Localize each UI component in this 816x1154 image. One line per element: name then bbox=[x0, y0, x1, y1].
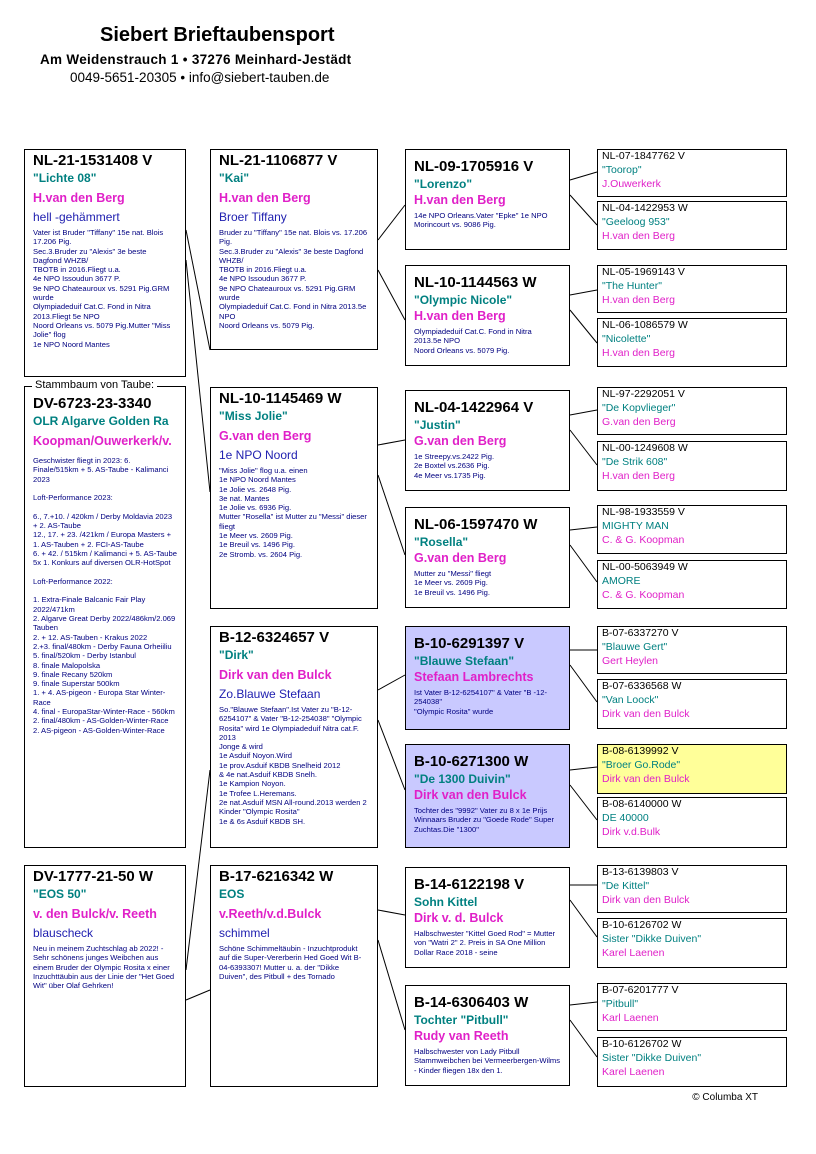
gen4-card-2 bbox=[597, 201, 787, 250]
pigeon-info: "Miss Jolie" flog u.a. einen 1e NPO Noord Mantes 1e Jolie vs. 2648 Pig. 3e nat. Mantes 1e Jolie vs. 6936 Pig. Mutter "Rosella" ist Mutter zu "Messi" dieser fliegt 1e Meer vs. 2609 Pig. 1e Breuil vs. 1496 Pig. 2e Stromb. vs. 2604 Pig. bbox=[219, 466, 367, 559]
subject-card bbox=[24, 386, 186, 848]
gen3-card-6 bbox=[405, 744, 570, 848]
gen4-card-11 bbox=[597, 744, 787, 794]
pigeon-owner: Dirk van den Bulck bbox=[602, 894, 690, 906]
pigeon-owner: J.Ouwerkerk bbox=[602, 178, 661, 190]
gen4-card-6 bbox=[597, 441, 787, 491]
pedigree-ring: B-12-6324657 V bbox=[219, 629, 330, 646]
pigeon-owner: Stefaan Lambrechts bbox=[414, 670, 534, 684]
pigeon-owner: C. & G. Koopman bbox=[602, 534, 685, 546]
subject-owner: Koopman/Ouwerkerk/v. bbox=[33, 434, 172, 448]
pigeon-owner: Karl Laenen bbox=[602, 1012, 659, 1024]
mother-color: blauscheck bbox=[33, 926, 94, 940]
gen4-card-9 bbox=[597, 626, 787, 674]
gen4-card-10 bbox=[597, 679, 787, 729]
pedigree-ring: NL-00-5063949 W bbox=[602, 561, 688, 573]
maternal-grandfather-card bbox=[210, 626, 378, 848]
gen3-card-7 bbox=[405, 867, 570, 968]
breeder-title: Siebert Brieftaubensport bbox=[100, 24, 335, 46]
pigeon-info: Tochter des "9992" Vater zu 8 x 1e Prijs Winnaars Bruder zu "Goede Rode" Super Zuchtas.Die "1300" bbox=[414, 806, 555, 834]
pigeon-name: Tochter "Pitbull" bbox=[414, 1013, 509, 1027]
gen3-card-5 bbox=[405, 626, 570, 730]
pigeon-owner: G.van den Berg bbox=[414, 434, 507, 448]
pigeon-color: Zo.Blauwe Stefaan bbox=[219, 687, 321, 701]
stammbaum-label: Stammbaum von Taube: bbox=[32, 379, 157, 391]
paternal-grandmother-card bbox=[210, 387, 378, 609]
pigeon-name: "Blauwe Gert" bbox=[602, 641, 668, 653]
mother-owner: v. den Bulck/v. Reeth bbox=[33, 907, 157, 921]
pedigree-ring: B-07-6337270 V bbox=[602, 627, 679, 639]
pigeon-name: "De 1300 Duivin" bbox=[414, 772, 511, 786]
pigeon-owner: H.van den Berg bbox=[219, 191, 311, 205]
pigeon-info: Ist Vater B-12-6254107" & Vater "B -12-254038" "Olympic Rosita" wurde bbox=[414, 688, 548, 716]
pedigree-ring: NL-00-1249608 W bbox=[602, 442, 688, 454]
pedigree-ring: B-17-6216342 W bbox=[219, 868, 334, 885]
pigeon-owner: Dirk van den Bulck bbox=[602, 708, 690, 720]
gen3-card-4 bbox=[405, 507, 570, 608]
pedigree-ring: B-10-6271300 W bbox=[414, 753, 529, 770]
pedigree-ring: NL-06-1597470 W bbox=[414, 516, 538, 533]
breeder-contact: 0049-5651-20305 • info@siebert-tauben.de bbox=[70, 70, 330, 85]
gen3-card-3 bbox=[405, 390, 570, 491]
pedigree-ring: NL-10-1145469 W bbox=[219, 390, 342, 407]
pigeon-owner: G.van den Berg bbox=[602, 416, 676, 428]
pigeon-name: Sister "Dikke Duiven" bbox=[602, 1052, 702, 1064]
pigeon-owner: Karel Laenen bbox=[602, 1066, 665, 1078]
gen4-card-15 bbox=[597, 983, 787, 1031]
pigeon-name: Sister "Dikke Duiven" bbox=[602, 933, 702, 945]
pigeon-name: EOS bbox=[219, 887, 245, 901]
pedigree-ring: NL-10-1144563 W bbox=[414, 274, 537, 291]
pedigree-ring: B-14-6122198 V bbox=[414, 876, 525, 893]
gen4-card-3 bbox=[597, 265, 787, 313]
pigeon-name: "Justin" bbox=[414, 418, 461, 432]
pigeon-name: MIGHTY MAN bbox=[602, 520, 669, 532]
gen4-card-1 bbox=[597, 149, 787, 197]
pedigree-ring: NL-97-2292051 V bbox=[602, 388, 685, 400]
gen4-card-13 bbox=[597, 865, 787, 913]
pigeon-name: "De Kopvlieger" bbox=[602, 402, 676, 414]
pigeon-owner: Dirk van den Bulck bbox=[414, 788, 527, 802]
pigeon-name: "Dirk" bbox=[219, 648, 254, 662]
gen3-card-2 bbox=[405, 265, 570, 366]
pigeon-owner: H.van den Berg bbox=[414, 309, 506, 323]
gen4-card-7 bbox=[597, 505, 787, 554]
pigeon-info: Schöne Schimmeltäubin - Inzuchtprodukt auf die Super-Vererberin Hed Goed Wit B-04-6393307! Mutter u. a. der "Dikke Duiven", des Pitbull + des Tornado bbox=[219, 944, 362, 981]
pedigree-ring: NL-21-1106877 V bbox=[219, 152, 338, 169]
pigeon-name: AMORE bbox=[602, 575, 641, 587]
pigeon-color: Broer Tiffany bbox=[219, 210, 287, 224]
pigeon-name: "Pitbull" bbox=[602, 998, 639, 1010]
copyright-note: © Columba XT bbox=[692, 1092, 758, 1103]
pigeon-info: 14e NPO Orleans.Vater "Epke" 1e NPO Morincourt vs. 9086 Pig. bbox=[414, 211, 548, 230]
pigeon-owner: G.van den Berg bbox=[219, 429, 312, 443]
maternal-grandmother-card bbox=[210, 865, 378, 1087]
pedigree-ring: B-07-6336568 W bbox=[602, 680, 682, 692]
gen4-card-12 bbox=[597, 797, 787, 848]
pigeon-info: 1e Streepy.vs.2422 Pig. 2e Boxtel vs.2636 Pig. 4e Meer vs.1735 Pig. bbox=[414, 452, 495, 480]
pigeon-name: "Van Loock" bbox=[602, 694, 659, 706]
gen4-card-5 bbox=[597, 387, 787, 435]
pigeon-info: Bruder zu "Tiffany" 15e nat. Blois vs. 17.206 Pig. Sec.3.Bruder zu "Alexis" 3e beste Dagfond WHZB/ TBOTB in 2016.Fliegt u.a. 4e NPO Issoudun 3677 P. 9e NPO Chateauroux vs. 5291 Pig.GRM wurde Olympiadeduif Cat.C. Fond in Nitra 2013.5e NPO Noord Orleans vs. 5079 Pig. bbox=[219, 228, 368, 330]
gen4-card-14 bbox=[597, 918, 787, 968]
pigeon-name: "Geeloog 953" bbox=[602, 216, 670, 228]
pedigree-ring: B-13-6139803 V bbox=[602, 866, 679, 878]
pigeon-name: "Blauwe Stefaan" bbox=[414, 654, 515, 668]
mother-card bbox=[24, 865, 186, 1087]
pigeon-owner: Gert Heylen bbox=[602, 655, 659, 667]
pigeon-name: DE 40000 bbox=[602, 812, 649, 824]
gen3-card-8 bbox=[405, 985, 570, 1086]
pigeon-owner: Dirk v. d. Bulck bbox=[414, 911, 504, 925]
mother-info: Neu in meinem Zuchtschlag ab 2022! - Sehr schönens junges Weibchen aus einem Bruder der Olympic Rosita x einer Inzuchttäubin aus der Linie der "Het Goed Wit" über Olaf Gehrken! bbox=[33, 944, 175, 991]
pedigree-ring: NL-04-1422953 W bbox=[602, 202, 688, 214]
mother-ring: DV-1777-21-50 W bbox=[33, 868, 154, 885]
pigeon-name: "Lorenzo" bbox=[414, 177, 473, 191]
mother-name: "EOS 50" bbox=[33, 887, 87, 901]
pigeon-name: "Nicolette" bbox=[602, 333, 651, 345]
gen3-card-1 bbox=[405, 149, 570, 250]
pigeon-color: schimmel bbox=[219, 926, 270, 940]
pedigree-ring: B-10-6291397 V bbox=[414, 635, 525, 652]
pigeon-name: "Kai" bbox=[219, 171, 250, 185]
breeder-address: Am Weidenstrauch 1 • 37276 Meinhard-Jestädt bbox=[40, 52, 352, 67]
pigeon-info: Mutter zu "Messi" fliegt 1e Meer vs. 2609 Pig. 1e Breuil vs. 1496 Pig. bbox=[414, 569, 492, 597]
pedigree-ring: B-08-6140000 W bbox=[602, 798, 682, 810]
pigeon-owner: Dirk van den Bulck bbox=[219, 668, 332, 682]
pigeon-name: "De Strik 608" bbox=[602, 456, 668, 468]
paternal-grandfather-card bbox=[210, 149, 378, 350]
pigeon-name: "De Kittel" bbox=[602, 880, 650, 892]
pigeon-owner: H.van den Berg bbox=[602, 470, 675, 482]
father-owner: H.van den Berg bbox=[33, 191, 125, 205]
pigeon-info: Olympiadeduif Cat.C. Fond in Nitra 2013.5e NPO Noord Orleans vs. 5079 Pig. bbox=[414, 327, 532, 355]
pedigree-ring: NL-05-1969143 V bbox=[602, 266, 685, 278]
father-name: "Lichte 08" bbox=[33, 171, 97, 185]
pigeon-owner: C. & G. Koopman bbox=[602, 589, 685, 601]
pigeon-owner: v.Reeth/v.d.Bulck bbox=[219, 907, 322, 921]
pedigree-ring: NL-04-1422964 V bbox=[414, 399, 534, 416]
pigeon-info: So."Blauwe Stefaan".Ist Vater zu "B-12-6254107" & Vater "B-12-254038" "Olympic Rosita" wird 1e Olympiadeduif Nitra cat.F. 2013 Jonge & wird 1e Asduif Noyon.Wird 1e prov.Asduif KBDB Snelheid 2012 & 4e nat.Asduif KBDB Snelh. 1e Kampion Noyon. 1e Trofee L.Heremans. 2e nat.Asduif MSN All-round.2013 werden 2 Kinder "Olympic Rosita" 1e & 6s Asduif KBDB SH. bbox=[219, 705, 367, 826]
pigeon-color: 1e NPO Noord bbox=[219, 448, 298, 462]
pigeon-name: "Broer Go.Rode" bbox=[602, 759, 681, 771]
pigeon-owner: Karel Laenen bbox=[602, 947, 665, 959]
pigeon-owner: Dirk v.d.Bulk bbox=[602, 826, 661, 838]
pigeon-owner: H.van den Berg bbox=[602, 347, 675, 359]
pigeon-info: Halbschwester "Kittel Goed Rod" = Mutter von "Watri 2" 2. Preis in SA One Million Dollar Race 2018 - seine bbox=[414, 929, 556, 957]
gen4-card-16 bbox=[597, 1037, 787, 1087]
subject-ring: DV-6723-23-3340 bbox=[33, 395, 152, 412]
pigeon-owner: G.van den Berg bbox=[414, 551, 507, 565]
father-info: Vater ist Bruder "Tiffany" 15e nat. Blois 17.206 Pig. Sec.3.Bruder zu "Alexis" 3e beste Dagfond WHZB/ TBOTB in 2016.Fliegt u.a. 4e NPO Issoudun 3677 P. 9e NPO Chateauroux vs. 5291 Pig.GRM wurde Olympiadeduif Cat.C. Fond in Nitra 2013.Fliegt 5e NPO Noord Orleans vs. 5079 Pig.Mutter "Miss Jolie" flog 1e NPO Noord Mantes bbox=[33, 228, 171, 349]
gen4-card-4 bbox=[597, 318, 787, 367]
gen4-card-8 bbox=[597, 560, 787, 609]
pedigree-ring: B-07-6201777 V bbox=[602, 984, 679, 996]
father-color: hell -gehämmert bbox=[33, 210, 120, 224]
subject-name: OLR Algarve Golden Ra bbox=[33, 414, 169, 428]
pedigree-ring: B-10-6126702 W bbox=[602, 1038, 682, 1050]
pigeon-owner: H.van den Berg bbox=[602, 294, 675, 306]
pedigree-ring: NL-09-1705916 V bbox=[414, 158, 534, 175]
pigeon-info: Halbschwester von Lady Pitbull Stammweibchen bei Vermeerbergen-Wilms - Kinder fliegen 18x den 1. bbox=[414, 1047, 561, 1075]
pedigree-ring: B-10-6126702 W bbox=[602, 919, 682, 931]
pigeon-name: "Toorop" bbox=[602, 164, 642, 176]
pigeon-name: "Miss Jolie" bbox=[219, 409, 288, 423]
pigeon-name: Sohn Kittel bbox=[414, 895, 478, 909]
father-ring: NL-21-1531408 V bbox=[33, 152, 153, 169]
pigeon-owner: H.van den Berg bbox=[414, 193, 506, 207]
pigeon-name: "Rosella" bbox=[414, 535, 469, 549]
pedigree-ring: B-14-6306403 W bbox=[414, 994, 529, 1011]
pigeon-name: "The Hunter" bbox=[602, 280, 662, 292]
pedigree-ring: NL-98-1933559 V bbox=[602, 506, 685, 518]
pigeon-owner: H.van den Berg bbox=[602, 230, 675, 242]
pedigree-ring: B-08-6139992 V bbox=[602, 745, 679, 757]
pedigree-ring: NL-06-1086579 W bbox=[602, 319, 688, 331]
pigeon-name: "Olympic Nicole" bbox=[414, 293, 513, 307]
pigeon-owner: Rudy van Reeth bbox=[414, 1029, 509, 1043]
pedigree-ring: NL-07-1847762 V bbox=[602, 150, 685, 162]
father-card bbox=[24, 149, 186, 377]
pigeon-owner: Dirk van den Bulck bbox=[602, 773, 690, 785]
subject-info: Geschwister fliegt in 2023: 6. Finale/515km + 5. AS-Taube - Kalimanci 2023 Loft-Performance 2023: 6., 7.+10. / 420km / Derby Moldavia 2023 + 2. AS-Taube 12., 17. + 23. /421km / Europa Masters + 1. AS-Tauben + 2. FCI-AS-Taube 6. + 42. / 515km / Kalimanci + 5. AS-Taube 5x 1. Konkurs auf diversen OLR-HotSpot Loft-Performance 2022: 1. Extra-Finale Balcanic Fair Play 2022/471km 2. Algarve Great Derby 2022/486km/2.069 Tauben 2. + 12. AS-Tauben - Krakus 2022 2.+3. final/480km - Derby Fauna Orheiiliu 5. final/520km - Derby Istanbul 8. finale Malopolska 9. finale Recany 520km 9. finale Superstar 500km 1. + 4. AS-pigeon - Europa Star Winter-Race 4. final - EuropaStar-Winter-Race - 560km 2. final/480km - AS-Golden-Winter-Race 2. AS-pigeon - AS-Golden-Winter-Race bbox=[33, 456, 177, 735]
